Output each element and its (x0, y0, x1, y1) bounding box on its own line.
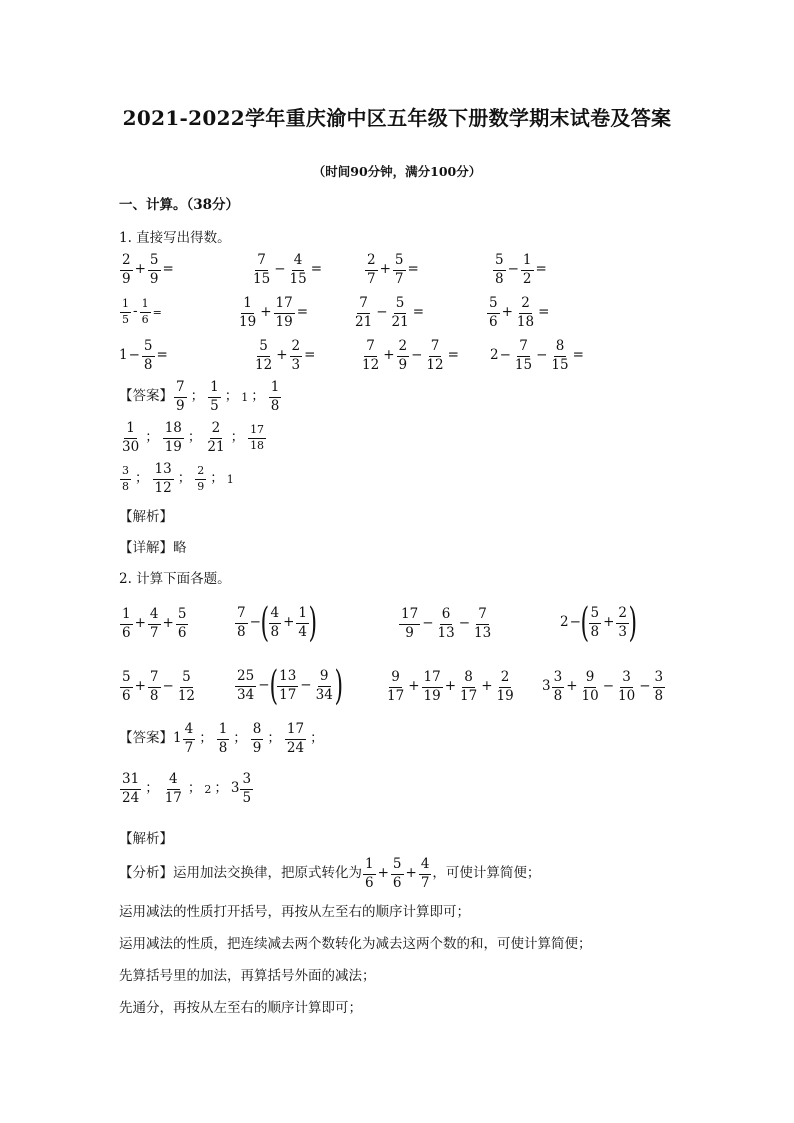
q2-analysis-line-3: 先算括号里的加法，再算括号外面的减法； (119, 968, 376, 984)
q1-answer-row-3: $\frac{3}{8}$ ； $\frac{13}{12}$ ； $\frac{2}{9}$ ； 1 (122, 461, 234, 496)
q2-analysis-label: 【解析】 (119, 831, 173, 847)
page-subtitle: （时间90分钟，满分100分） (312, 164, 482, 179)
q2-expr-7: $\frac{9}{17}$ + $\frac{17}{19}$ + $\frac{8}{17}$ + $\frac{2}{19}$ (387, 669, 514, 704)
q1-expr-4: $\frac{5}{8}$ − $\frac{1}{2}$ = (495, 252, 547, 287)
q2-expr-3: $\frac{17}{9}$ − $\frac{6}{13}$ − $\frac{7}{13}$ (401, 606, 492, 641)
q1-expr-2: $\frac{7}{15}$ − $\frac{4}{15}$ = (253, 252, 322, 287)
q2-expr-4: 2 − ( $\frac{5}{8}$ + $\frac{2}{3}$ ) (560, 600, 638, 646)
q1-expr-8: $\frac{5}{6}$ + $\frac{2}{18}$ = (489, 295, 550, 330)
q1-analysis-label: 【解析】 (119, 509, 173, 525)
question-1-prompt: 1. 直接写出得数。 (119, 230, 231, 246)
q2-expr-8: 3 $\frac{3}{8}$ + $\frac{9}{10}$ − $\frac{3}{10}$ − $\frac{3}{8}$ (542, 669, 664, 704)
q2-analysis-line-4: 先通分，再按从左至右的顺序计算即可； (119, 1000, 362, 1016)
q1-expr-6: $\frac{1}{19}$ + $\frac{17}{19}$ = (239, 295, 308, 330)
q1-expr-10: $\frac{5}{12}$ + $\frac{2}{3}$ = (255, 338, 316, 373)
q1-expr-5: $\frac{1}{5}$ - $\frac{1}{6}$ = (122, 297, 162, 326)
q1-answer-row-2: $\frac{1}{30}$ ； $\frac{18}{19}$ ； $\frac{2}{21}$ ； $\frac{17}{18}$ (122, 420, 265, 455)
q1-expr-9: 1 − $\frac{5}{8}$ = (119, 338, 168, 373)
page-title: 2021-2022学年重庆渝中区五年级下册数学期末试卷及答案 (122, 106, 672, 130)
q2-answer-row-2: $\frac{31}{24}$ ； $\frac{4}{17}$ ； 2 ； 3 $\frac{3}{5}$ (122, 771, 252, 806)
q1-expr-3: $\frac{2}{7}$ + $\frac{5}{7}$ = (367, 252, 419, 287)
q1-detail: 【详解】略 (119, 540, 187, 556)
q1-answer-row-1: 【答案】 $\frac{7}{9}$ ； $\frac{1}{5}$ ； 1 ； $\frac{1}{8}$ (119, 379, 280, 414)
q1-expr-12: 2 − $\frac{7}{15}$ − $\frac{8}{15}$ = (490, 338, 584, 373)
q2-answer-row-1: 【答案】 1 $\frac{4}{7}$ ； $\frac{1}{8}$ ； $\frac{8}{9}$ ； $\frac{17}{24}$ ； (119, 721, 324, 756)
q2-expr-5: $\frac{5}{6}$ + $\frac{7}{8}$ − $\frac{5}{12}$ (122, 669, 195, 704)
q1-expr-11: $\frac{7}{12}$ + $\frac{2}{9}$ − $\frac{7}{12}$ = (362, 338, 459, 373)
q2-expr-1: $\frac{1}{6}$ + $\frac{4}{7}$ + $\frac{5}{6}$ (122, 606, 187, 641)
q2-analysis-line-2: 运用减法的性质，把连续减去两个数转化为减去这两个数的和，可使计算简便； (119, 936, 592, 952)
q2-expr-6: $\frac{25}{34}$ − ( $\frac{13}{17}$ − $\frac{9}{34}$ ) (237, 663, 343, 709)
question-2-prompt: 2. 计算下面各题。 (119, 571, 231, 587)
q2-analysis-line-0: 【分析】运用加法交换律，把原式转化为 $\frac{1}{6}$ + $\frac{5}{6}$ + $\frac{4}{7}$ ，可使计算简便； (119, 856, 541, 891)
q2-analysis-line-1: 运用减法的性质打开括号，再按从左至右的顺序计算即可； (119, 904, 470, 920)
q2-expr-2: $\frac{7}{8}$ − ( $\frac{4}{8}$ + $\frac{1}{4}$ ) (237, 600, 318, 646)
q1-expr-7: $\frac{7}{21}$ − $\frac{5}{21}$ = (355, 295, 424, 330)
q1-expr-1: $\frac{2}{9}$ + $\frac{5}{9}$ = (122, 252, 174, 287)
section-heading: 一、计算。（38分） (119, 197, 240, 213)
